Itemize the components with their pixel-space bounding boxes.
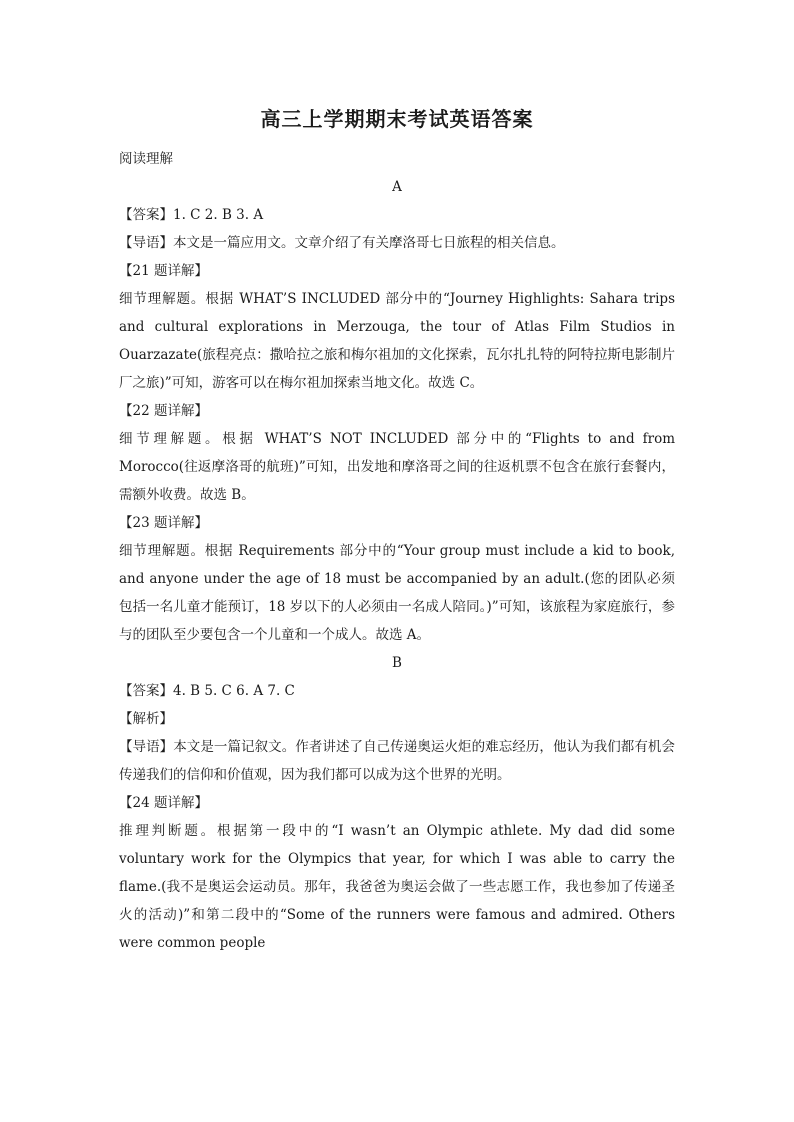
part-b-heading: B bbox=[392, 655, 402, 671]
part-a-heading: A bbox=[392, 179, 402, 195]
part-a-answer: 【答案】1. C 2. B 3. A bbox=[119, 207, 264, 223]
q23-heading: 【23 题详解】 bbox=[119, 515, 208, 531]
q24-heading: 【24 题详解】 bbox=[119, 795, 208, 811]
q24-explanation: 推理判断题。根据第一段中的“I wasn’t an Olympic athlete. My dad did some voluntary work for the Olympics that year, for which I was able to carry the flame.(我不是奥运会运动员。那年，我爸爸为奥运会做了一些志愿工作，我也参加了传递圣火的活动)”和第二段中的“Some of the runners were famous and admired. Others were common people bbox=[119, 823, 675, 951]
q22-explanation: 细节理解题。根据 WHAT’S NOT INCLUDED 部分中的“Flights to and from Morocco(往返摩洛哥的航班)”可知，出发地和摩洛哥之间的往返机票不包含在旅行套餐内，需额外收费。故选 B。 bbox=[119, 431, 675, 503]
q22-heading: 【22 题详解】 bbox=[119, 403, 208, 419]
part-b-guide: 【导语】本文是一篇记叙文。作者讲述了自己传递奥运火炬的难忘经历，他认为我们都有机会传递我们的信仰和价值观，因为我们都可以成为这个世界的光明。 bbox=[119, 739, 675, 783]
section-label: 阅读理解 bbox=[119, 151, 173, 167]
q21-heading: 【21 题详解】 bbox=[119, 263, 208, 279]
q21-explanation: 细节理解题。根据 WHAT’S INCLUDED 部分中的“Journey Highlights: Sahara trips and cultural explorations in Merzouga, the tour of Atlas Film Studios in Ouarzazate(旅程亮点：撒哈拉之旅和梅尔祖加的文化探索，瓦尔扎扎特的阿特拉斯电影制片厂之旅)”可知，游客可以在梅尔祖加探索当地文化。故选 C。 bbox=[119, 291, 675, 391]
q23-explanation: 细节理解题。根据 Requirements 部分中的“Your group must include a kid to book, and anyone under the age of 18 must be accompanied by an adult.(您的团队必须包括一名儿童才能预订，18 岁以下的人必须由一名成人陪同。)”可知，该旅程为家庭旅行，参与的团队至少要包含一个儿童和一个成人。故选 A。 bbox=[119, 543, 675, 643]
part-a-guide: 【导语】本文是一篇应用文。文章介绍了有关摩洛哥七日旅程的相关信息。 bbox=[119, 235, 565, 251]
part-b-analysis-label: 【解析】 bbox=[119, 711, 173, 727]
part-b-answer: 【答案】4. B 5. C 6. A 7. C bbox=[119, 683, 295, 699]
document-body bbox=[119, 145, 675, 957]
page-title: 高三上学期期末考试英语答案 bbox=[260, 107, 534, 131]
